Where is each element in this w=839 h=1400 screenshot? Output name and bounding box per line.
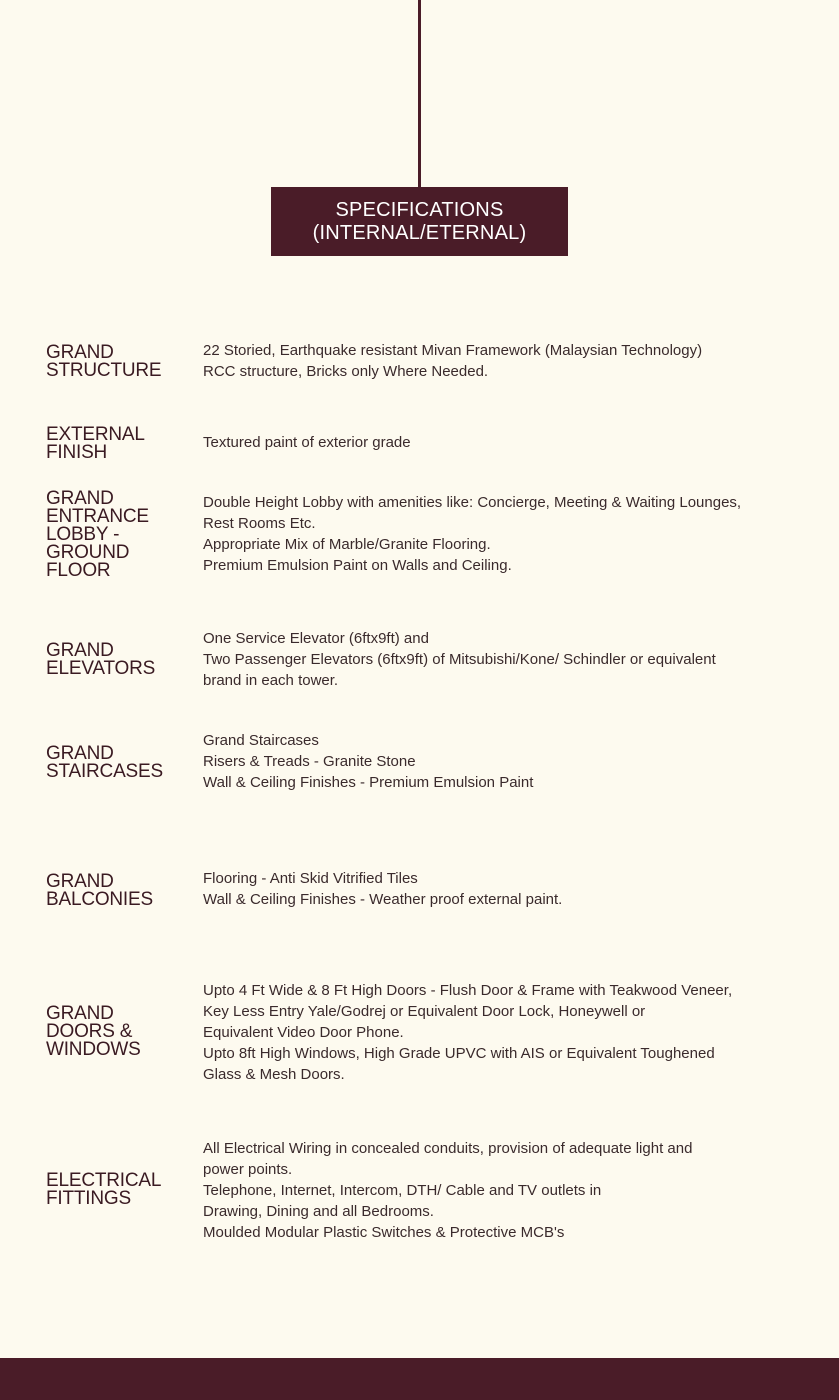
label-grand-structure: GRAND STRUCTURE [46, 342, 162, 381]
desc-external-finish: Textured paint of exterior grade [203, 434, 411, 451]
label-external-finish: EXTERNAL FINISH [46, 424, 145, 463]
header-title: SPECIFICATIONS [335, 198, 504, 221]
header-subtitle: (INTERNAL/ETERNAL) [312, 221, 527, 244]
specifications-header [271, 187, 568, 256]
label-grand-doors-windows: GRAND DOORS & WINDOWS [46, 1003, 141, 1060]
desc-grand-balconies: Flooring - Anti Skid Vitrified Tiles Wall & Ceiling Finishes - Weather proof external paint. [203, 870, 563, 908]
label-grand-elevators: GRAND ELEVATORS [46, 640, 156, 679]
desc-grand-entrance-lobby: Double Height Lobby with amenities like: Concierge, Meeting & Waiting Lounges, Rest Rooms Etc. Appropriate Mix of Marble/Granite Flooring. Premium Emulsion Paint on Walls and Ceiling. [203, 494, 742, 574]
connector-line [418, 0, 421, 188]
desc-electrical-fittings: All Electrical Wiring in concealed conduits, provision of adequate light and power points. Telephone, Internet, Intercom, DTH/ Cable and TV outlets in Drawing, Dining and all Bedrooms. Moulded Modular Plastic Switches & Protective MCB's [203, 1140, 693, 1241]
desc-grand-elevators: One Service Elevator (6ftx9ft) and Two Passenger Elevators (6ftx9ft) of Mitsubishi/Kone/ Schindler or equivalent brand in each tower. [203, 630, 716, 689]
label-grand-balconies: GRAND BALCONIES [46, 871, 153, 910]
desc-grand-staircases: Grand Staircases Risers & Treads - Granite Stone Wall & Ceiling Finishes - Premium Emulsion Paint [203, 732, 534, 791]
desc-grand-structure: 22 Storied, Earthquake resistant Mivan Framework (Malaysian Technology) RCC structure, Bricks only Where Needed. [203, 342, 703, 380]
label-grand-entrance-lobby: GRAND ENTRANCE LOBBY - GROUND FLOOR [46, 488, 149, 581]
footer-bar [0, 1358, 839, 1400]
label-grand-staircases: GRAND STAIRCASES [46, 743, 163, 782]
label-electrical-fittings: ELECTRICAL FITTINGS [46, 1170, 162, 1209]
desc-grand-doors-windows: Upto 4 Ft Wide & 8 Ft High Doors - Flush Door & Frame with Teakwood Veneer, Key Less Entry Yale/Godrej or Equivalent Door Lock, Honeywell or Equivalent Video Door Phone. Upto 8ft High Windows, High Grade UPVC with AIS or Equivalent Toughened Glass & Mesh Doors. [203, 982, 733, 1083]
